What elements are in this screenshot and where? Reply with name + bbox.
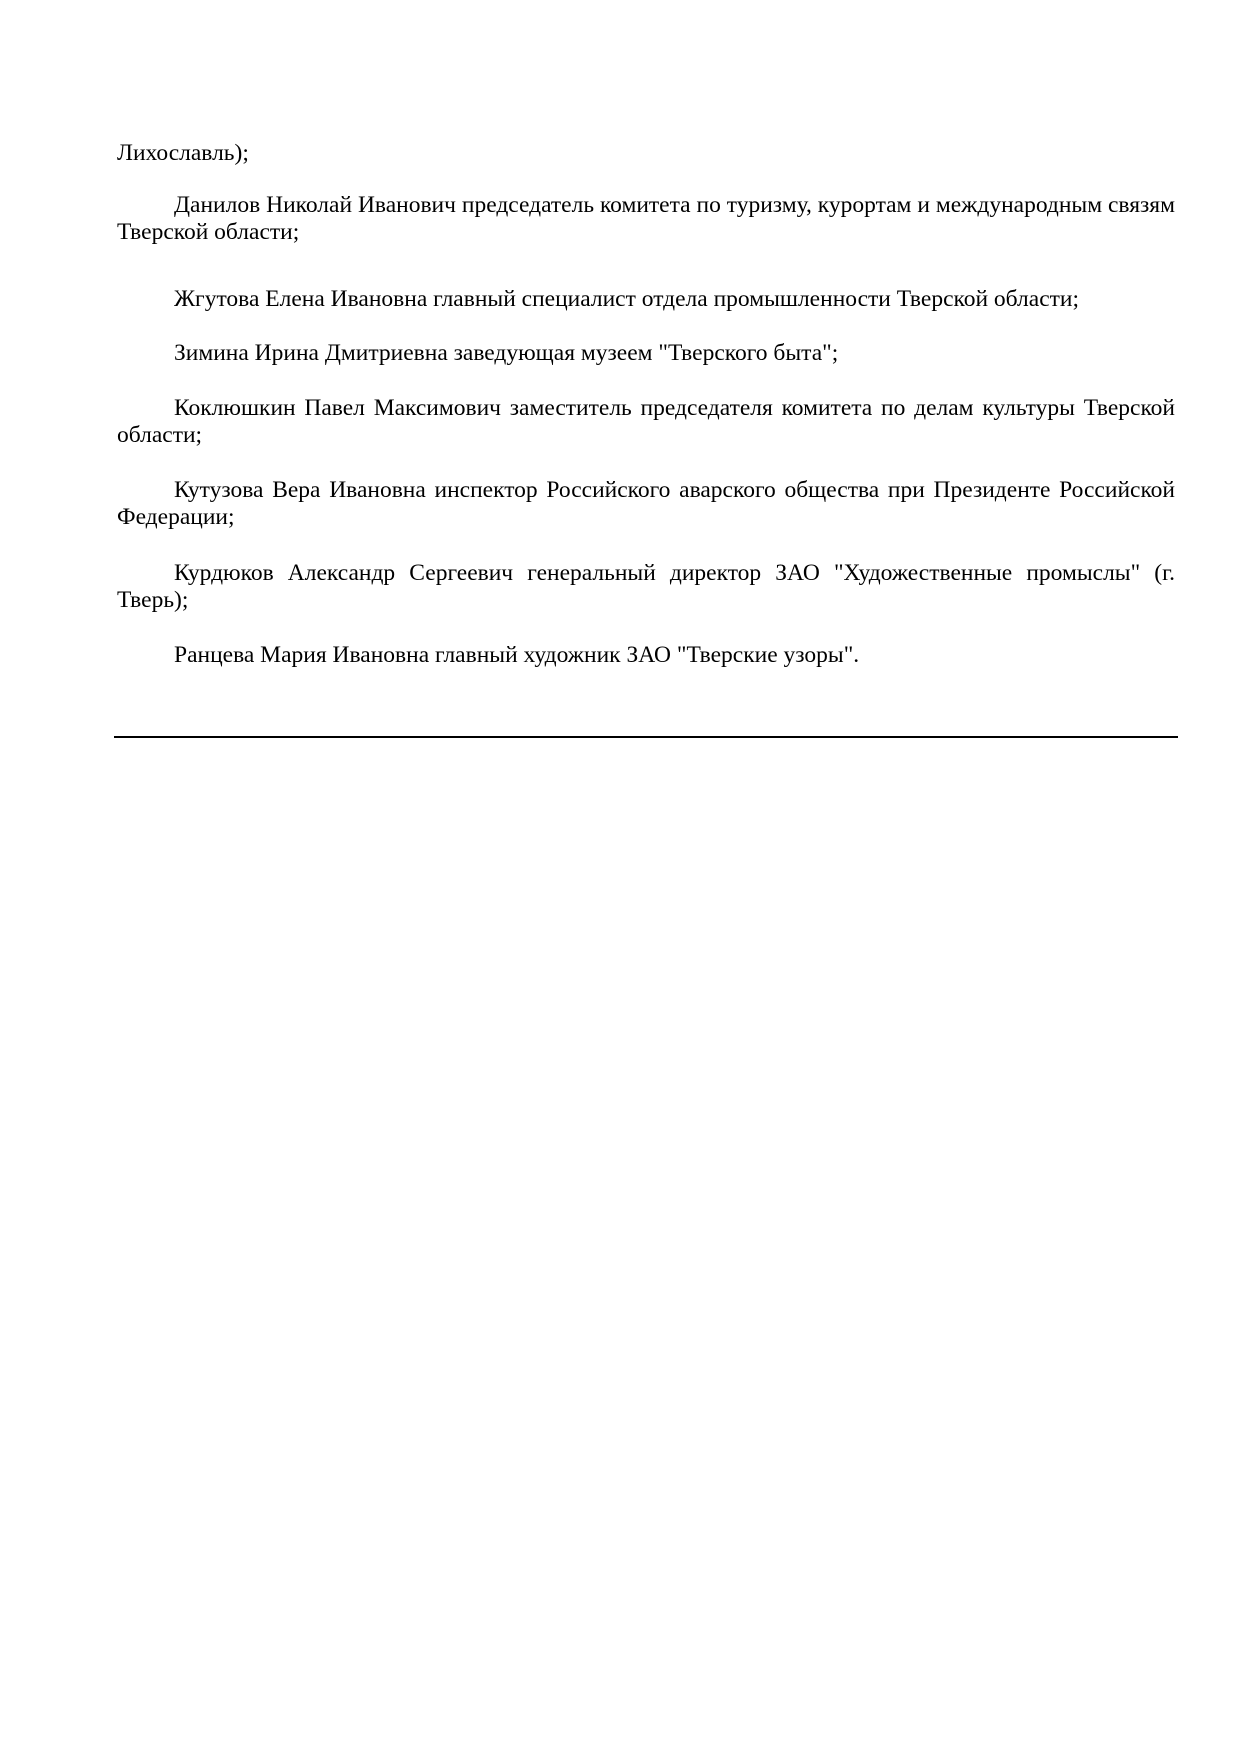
member-entry: Жгутова Елена Ивановна главный специалист отдела промышленности Тверской области; (174, 286, 1080, 312)
paragraph-continuation: Лихославль); (117, 140, 249, 166)
horizontal-divider (114, 736, 1178, 738)
member-entry: Курдюков Александр Сергеевич генеральный директор ЗАО "Художественные промыслы" (г. Тверь); (117, 560, 1175, 613)
member-entry: Данилов Николай Иванович председатель комитета по туризму, курортам и международным связям Тверской области; (117, 192, 1175, 245)
member-entry: Ранцева Мария Ивановна главный художник ЗАО "Тверские узоры". (174, 642, 860, 668)
member-entry: Зимина Ирина Дмитриевна заведующая музеем "Тверского быта"; (174, 340, 839, 366)
member-entry: Коклюшкин Павел Максимович заместитель председателя комитета по делам культуры Тверской области; (117, 395, 1175, 448)
member-entry: Кутузова Вера Ивановна инспектор Российского аварского общества при Президенте Российской Федерации; (117, 477, 1175, 530)
